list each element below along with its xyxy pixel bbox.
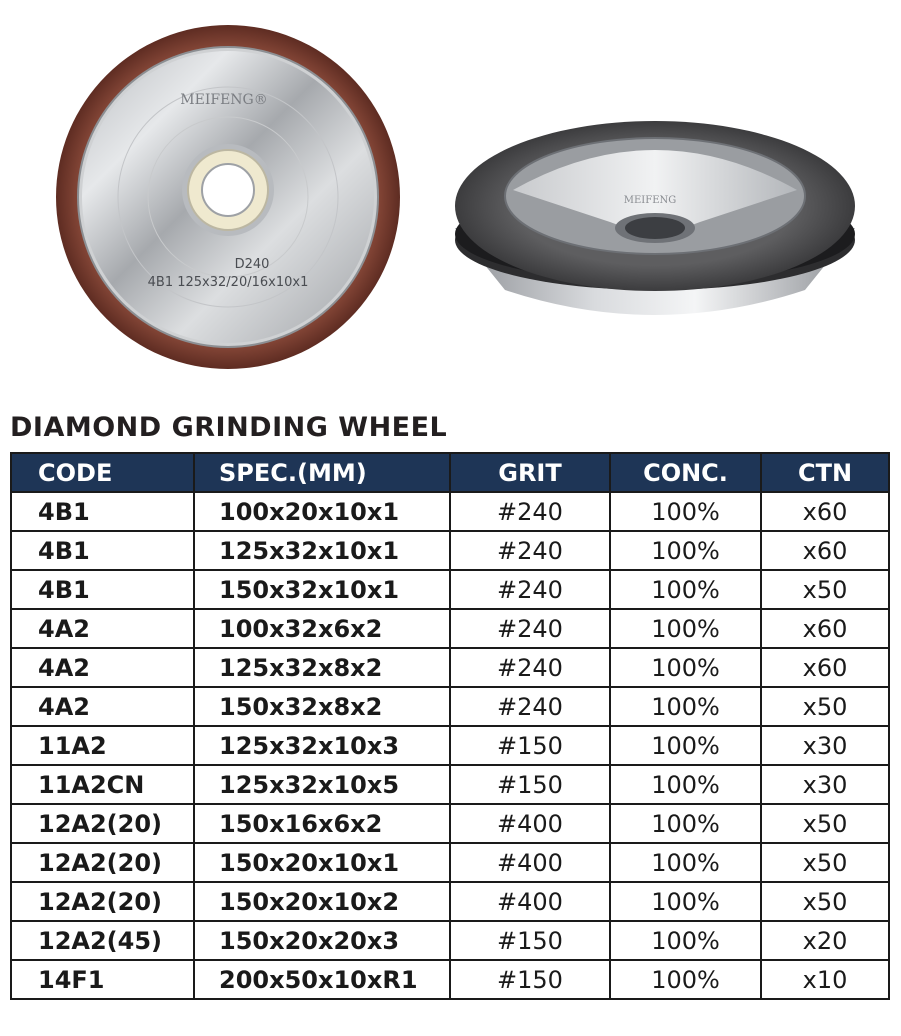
cell-conc: 100% bbox=[610, 843, 761, 882]
cell-ctn: x60 bbox=[761, 609, 889, 648]
cell-ctn: x30 bbox=[761, 726, 889, 765]
cell-grit: #150 bbox=[450, 960, 610, 999]
cell-grit: #240 bbox=[450, 570, 610, 609]
cell-ctn: x10 bbox=[761, 960, 889, 999]
cell-grit: #150 bbox=[450, 921, 610, 960]
header-spec: SPEC.(MM) bbox=[194, 453, 450, 492]
header-row bbox=[11, 453, 889, 492]
cell-code: 14F1 bbox=[11, 960, 194, 999]
header-code: CODE bbox=[11, 453, 194, 492]
cell-grit: #240 bbox=[450, 687, 610, 726]
cell-conc: 100% bbox=[610, 960, 761, 999]
cell-code: 4A2 bbox=[11, 687, 194, 726]
cell-code: 12A2(20) bbox=[11, 882, 194, 921]
cell-ctn: x50 bbox=[761, 570, 889, 609]
cell-ctn: x60 bbox=[761, 492, 889, 531]
cell-code: 4A2 bbox=[11, 648, 194, 687]
wheel-spec-text: 4B1 125x32/20/16x10x1 bbox=[147, 275, 309, 290]
table-row bbox=[11, 492, 889, 531]
cell-spec: 150x20x10x2 bbox=[194, 882, 450, 921]
cell-conc: 100% bbox=[610, 687, 761, 726]
cell-ctn: x20 bbox=[761, 921, 889, 960]
cell-code: 12A2(20) bbox=[11, 843, 194, 882]
cell-grit: #150 bbox=[450, 765, 610, 804]
cell-ctn: x60 bbox=[761, 648, 889, 687]
cell-spec: 150x20x10x1 bbox=[194, 843, 450, 882]
cell-code: 4B1 bbox=[11, 492, 194, 531]
cell-spec: 150x20x20x3 bbox=[194, 921, 450, 960]
table-row bbox=[11, 921, 889, 960]
table-row bbox=[11, 687, 889, 726]
cell-conc: 100% bbox=[610, 570, 761, 609]
product-photos bbox=[0, 0, 901, 400]
cell-code: 4B1 bbox=[11, 531, 194, 570]
cell-ctn: x60 bbox=[761, 531, 889, 570]
wheel-cup-photo bbox=[455, 121, 855, 315]
cell-ctn: x50 bbox=[761, 804, 889, 843]
cell-conc: 100% bbox=[610, 882, 761, 921]
cell-code: 12A2(45) bbox=[11, 921, 194, 960]
cell-spec: 125x32x10x5 bbox=[194, 765, 450, 804]
cell-grit: #240 bbox=[450, 648, 610, 687]
cell-conc: 100% bbox=[610, 765, 761, 804]
header-grit: GRIT bbox=[450, 453, 610, 492]
wheel-4b1-photo bbox=[56, 25, 400, 369]
cell-spec: 150x32x8x2 bbox=[194, 687, 450, 726]
cell-spec: 100x32x6x2 bbox=[194, 609, 450, 648]
cell-code: 11A2CN bbox=[11, 765, 194, 804]
table-row bbox=[11, 531, 889, 570]
cell-spec: 125x32x10x1 bbox=[194, 531, 450, 570]
cell-grit: #240 bbox=[450, 531, 610, 570]
cell-spec: 150x16x6x2 bbox=[194, 804, 450, 843]
cell-spec: 125x32x8x2 bbox=[194, 648, 450, 687]
cell-code: 4B1 bbox=[11, 570, 194, 609]
table-row bbox=[11, 726, 889, 765]
spec-table-header bbox=[11, 453, 889, 492]
cell-grit: #150 bbox=[450, 726, 610, 765]
cell-grit: #240 bbox=[450, 609, 610, 648]
cup-brand-text: MEIFENG bbox=[623, 195, 677, 206]
cell-code: 12A2(20) bbox=[11, 804, 194, 843]
cell-spec: 200x50x10xR1 bbox=[194, 960, 450, 999]
cell-ctn: x50 bbox=[761, 882, 889, 921]
wheel-diameter-text: D240 bbox=[234, 257, 270, 272]
wheel-brand-text: MEIFENG® bbox=[180, 92, 268, 108]
cell-conc: 100% bbox=[610, 492, 761, 531]
cell-ctn: x30 bbox=[761, 765, 889, 804]
cell-conc: 100% bbox=[610, 648, 761, 687]
page-title: DIAMOND GRINDING WHEEL bbox=[10, 412, 448, 443]
table-row bbox=[11, 570, 889, 609]
cell-conc: 100% bbox=[610, 609, 761, 648]
table-row bbox=[11, 648, 889, 687]
table-row bbox=[11, 765, 889, 804]
spec-table bbox=[10, 452, 890, 1000]
cell-spec: 100x20x10x1 bbox=[194, 492, 450, 531]
cell-conc: 100% bbox=[610, 921, 761, 960]
cell-spec: 150x32x10x1 bbox=[194, 570, 450, 609]
table-row bbox=[11, 609, 889, 648]
header-conc: CONC. bbox=[610, 453, 761, 492]
cell-spec: 125x32x10x3 bbox=[194, 726, 450, 765]
cell-conc: 100% bbox=[610, 804, 761, 843]
cell-code: 11A2 bbox=[11, 726, 194, 765]
cell-grit: #400 bbox=[450, 882, 610, 921]
table-row bbox=[11, 843, 889, 882]
table-row bbox=[11, 882, 889, 921]
cell-grit: #240 bbox=[450, 492, 610, 531]
table-row bbox=[11, 960, 889, 999]
cell-grit: #400 bbox=[450, 804, 610, 843]
cell-grit: #400 bbox=[450, 843, 610, 882]
cell-ctn: x50 bbox=[761, 843, 889, 882]
cell-conc: 100% bbox=[610, 531, 761, 570]
cell-code: 4A2 bbox=[11, 609, 194, 648]
cell-ctn: x50 bbox=[761, 687, 889, 726]
table-row bbox=[11, 804, 889, 843]
cell-conc: 100% bbox=[610, 726, 761, 765]
header-ctn: CTN bbox=[761, 453, 889, 492]
spec-table-body bbox=[11, 492, 889, 999]
